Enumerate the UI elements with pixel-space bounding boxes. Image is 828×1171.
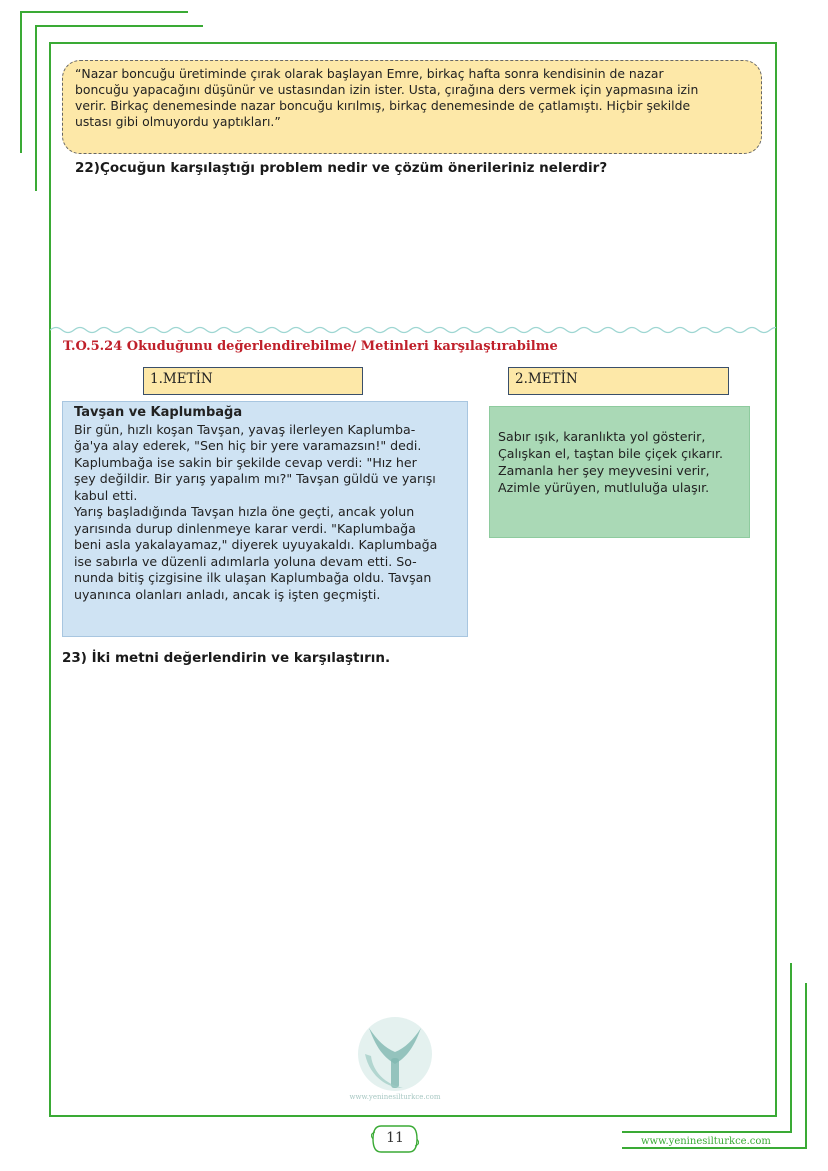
- frame-line: [35, 25, 37, 191]
- text1-line: ğa'ya alay ederek, "Sen hiç bir yere varamazsın!" dedi.: [74, 438, 422, 453]
- text1-line: nunda bitiş çizgisine ilk ulaşan Kaplumbağa oldu. Tavşan: [74, 570, 432, 585]
- frame-line: [49, 42, 777, 44]
- learning-goal: T.O.5.24 Okuduğunu değerlendirebilme/ Metinleri karşılaştırabilme: [63, 339, 558, 354]
- frame-line: [20, 11, 22, 153]
- text1-line: yarısında durup dinlenmeye karar verdi. "Kaplumbağa: [74, 520, 416, 536]
- text1-box: [62, 401, 468, 637]
- text2-line: Zamanla her şey meyvesini verir,: [498, 463, 710, 478]
- quote-line: ustası gibi olmuyordu yaptıkları.”: [75, 114, 281, 129]
- text1-line: Bir gün, hızlı koşan Tavşan, yavaş ilerleyen Kaplumba-: [74, 421, 416, 437]
- text1-line: uyanınca olanları anladı, ancak iş işten geçmişti.: [74, 586, 381, 602]
- watermark-logo-icon: [355, 1014, 435, 1094]
- text2-box: [489, 406, 750, 538]
- page-number: 11: [386, 1130, 404, 1146]
- text2-line: Çalışkan el, taştan bile çiçek çıkarır.: [498, 446, 724, 461]
- text2-line: Azimle yürüyen, mutluluğa ulaşır.: [498, 480, 710, 495]
- text1-line: Kaplumbağa ise sakin bir şekilde cevap verdi: "Hız her: [74, 454, 417, 470]
- frame-line: [20, 11, 188, 13]
- quote-line: verir. Birkaç denemesinde nazar boncuğu kırılmış, birkaç denemesinde de çatlamıştı. Hiçbir şekilde: [75, 98, 691, 113]
- wavy-divider: [50, 324, 776, 336]
- site-url: www.yeninesilturkce.com: [641, 1136, 771, 1147]
- frame-line: [622, 1147, 807, 1149]
- frame-line: [775, 42, 777, 1117]
- watermark-text: www.yeninesilturkce.com: [349, 1093, 441, 1101]
- text2-line: Sabır ışık, karanlıkta yol gösterir,: [498, 429, 706, 444]
- quote-line: boncuğu yapacağını düşünür ve ustasından izin ister. Usta, çırağına ders vermek için yapmasına izin: [75, 82, 699, 97]
- text1-line: kabul etti.: [74, 487, 138, 503]
- quote-box: [62, 60, 762, 154]
- text1-title: Tavşan ve Kaplumbağa: [74, 405, 243, 420]
- frame-line: [49, 1115, 777, 1117]
- text1-line: beni asla yakalayamaz," diyerek uyuyakaldı. Kaplumbağa: [74, 537, 438, 552]
- quote-line: “Nazar boncuğu üretiminde çırak olarak başlayan Emre, birkaç hafta sonra kendisinin de nazar: [75, 66, 664, 81]
- text1-line: şey değildir. Bir yarış yapalım mı?" Tavşan güldü ve yarışı: [74, 471, 436, 486]
- frame-line: [49, 42, 51, 1117]
- question-22: 22)Çocuğun karşılaştığı problem nedir ve çözüm önerileriniz nelerdir?: [75, 160, 608, 176]
- text1-label: 1.METİN: [143, 367, 363, 395]
- text1-line: ise sabırla ve düzenli adımlarla yoluna devam etti. So-: [74, 553, 417, 569]
- frame-line: [790, 963, 792, 1133]
- text1-line: Yarış başladığında Tavşan hızla öne geçti, ancak yolun: [74, 504, 415, 519]
- question-23: 23) İki metni değerlendirin ve karşılaştırın.: [62, 650, 391, 666]
- text2-label: 2.METİN: [508, 367, 729, 395]
- frame-line: [35, 25, 203, 27]
- page-number-badge: [371, 1124, 419, 1154]
- frame-line: [805, 983, 807, 1149]
- frame-line: [622, 1131, 792, 1133]
